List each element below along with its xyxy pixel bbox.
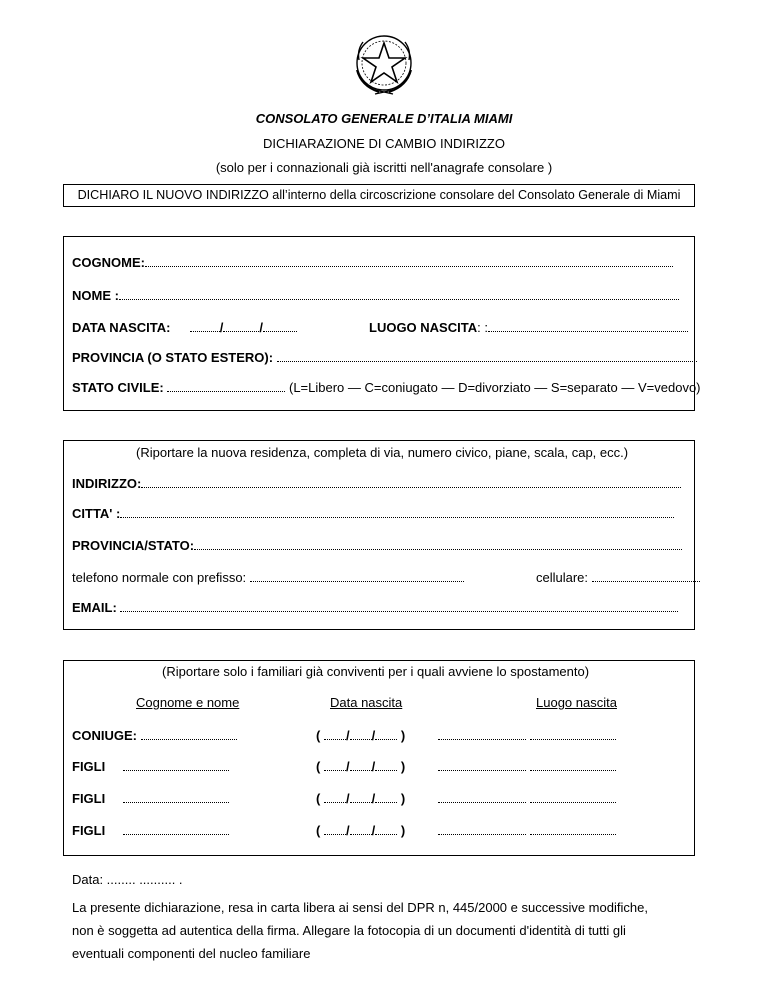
family-row (72, 758, 229, 774)
mobile-label: cellulare: (536, 570, 589, 585)
birth-place-field[interactable] (488, 319, 688, 332)
form-subtitle: DICHIARAZIONE DI CAMBIO INDIRIZZO (263, 136, 505, 151)
province-state-label: PROVINCIA/STATO: (72, 538, 195, 553)
family-date-field[interactable]: ( / / ) (316, 791, 406, 806)
civil-status-label: STATO CIVILE: (72, 380, 164, 395)
family-section (63, 660, 695, 856)
italian-republic-emblem-icon (349, 30, 419, 98)
family-place-field[interactable] (438, 758, 616, 774)
col-name-header: Cognome e nome (136, 695, 240, 710)
birth-place-label: LUOGO NASCITA (369, 320, 478, 335)
name-label: NOME : (72, 288, 119, 303)
family-row-label: CONIUGE: (72, 728, 137, 743)
birth-date-label: DATA NASCITA: (72, 320, 171, 335)
family-row-label: FIGLI (72, 791, 106, 806)
address-instruction: (Riportare la nuova residenza, completa di via, numero civico, piane, scala, cap, ecc.) (136, 445, 629, 460)
province-field[interactable] (277, 349, 697, 362)
birth-place-suffix: : : (477, 320, 488, 335)
civil-status-legend: (L=Libero — C=coniugato — D=divorziato — S=separato — V=vedovo) (288, 380, 701, 395)
surname-field[interactable] (145, 254, 673, 267)
family-instruction: (Riportare solo i familiari già conviventi per i quali avviene lo spostamento) (162, 664, 590, 679)
email-label: EMAIL: (72, 600, 117, 615)
family-date-field[interactable]: ( / / ) (316, 759, 406, 774)
province-label: PROVINCIA (O STATO ESTERO): (72, 350, 274, 365)
birth-day-field[interactable] (190, 319, 220, 332)
address-label: INDIRIZZO: (72, 476, 142, 491)
col-place-header: Luogo nascita (536, 695, 617, 710)
family-row-label: FIGLI (72, 759, 106, 774)
family-date-field[interactable]: ( / / ) (316, 823, 406, 838)
surname-label: COGNOME: (72, 255, 145, 270)
mobile-field[interactable] (592, 569, 700, 582)
civil-status-field[interactable] (167, 379, 285, 392)
email-field[interactable] (120, 599, 678, 612)
personal-data-section: COGNOME: NOME : DATA NASCITA: / / LUOGO NASCITA: : PROVINCIA (O STATO ESTERO): STATO CIVILE: (L=Libero — C=coniugato — D=divorziato — S=separato — V=vedovo) (63, 236, 695, 411)
declaration-box (63, 184, 695, 207)
city-label: CITTA' : (72, 506, 121, 521)
family-name-field[interactable] (123, 790, 229, 803)
province-state-field[interactable] (194, 537, 682, 550)
city-field[interactable] (120, 505, 674, 518)
form-note: (solo per i connazionali già iscritti nell'anagrafe consolare ) (215, 160, 553, 175)
legal-disclaimer: La presente dichiarazione, resa in carta libera ai sensi del DPR n, 445/2000 e successive modifiche, non è soggetta ad autentica della firma. Allegare la fotocopia di un documenti d'identità di tutti gli eventuali componenti del nucleo familiare (72, 900, 648, 961)
family-name-field[interactable] (123, 758, 229, 771)
address-field[interactable] (141, 475, 681, 488)
consulate-title: CONSOLATO GENERALE D’ITALIA MIAMI (255, 111, 513, 126)
family-place-field[interactable] (438, 727, 616, 743)
family-row-label: FIGLI (72, 823, 106, 838)
new-address-section (63, 440, 695, 630)
col-date-header: Data nascita (330, 695, 403, 710)
birth-year-field[interactable] (263, 319, 297, 332)
family-date-field[interactable]: ( / / ) (316, 728, 406, 743)
birth-month-field[interactable] (223, 319, 259, 332)
family-name-field[interactable] (123, 822, 229, 835)
family-place-field[interactable] (438, 822, 616, 838)
phone-field[interactable] (250, 569, 464, 582)
phone-label: telefono normale con prefisso: (72, 570, 247, 585)
family-row (72, 790, 229, 806)
name-field[interactable] (119, 287, 679, 300)
family-place-field[interactable] (438, 790, 616, 806)
family-name-field[interactable] (141, 727, 237, 740)
date-line: Data: ........ .......... . (72, 872, 183, 887)
declaration-text: DICHIARO IL NUOVO INDIRIZZO all’interno della circoscrizione consolare del Consolato Generale di Miami (77, 188, 681, 202)
family-row (72, 727, 237, 743)
family-row (72, 822, 229, 838)
